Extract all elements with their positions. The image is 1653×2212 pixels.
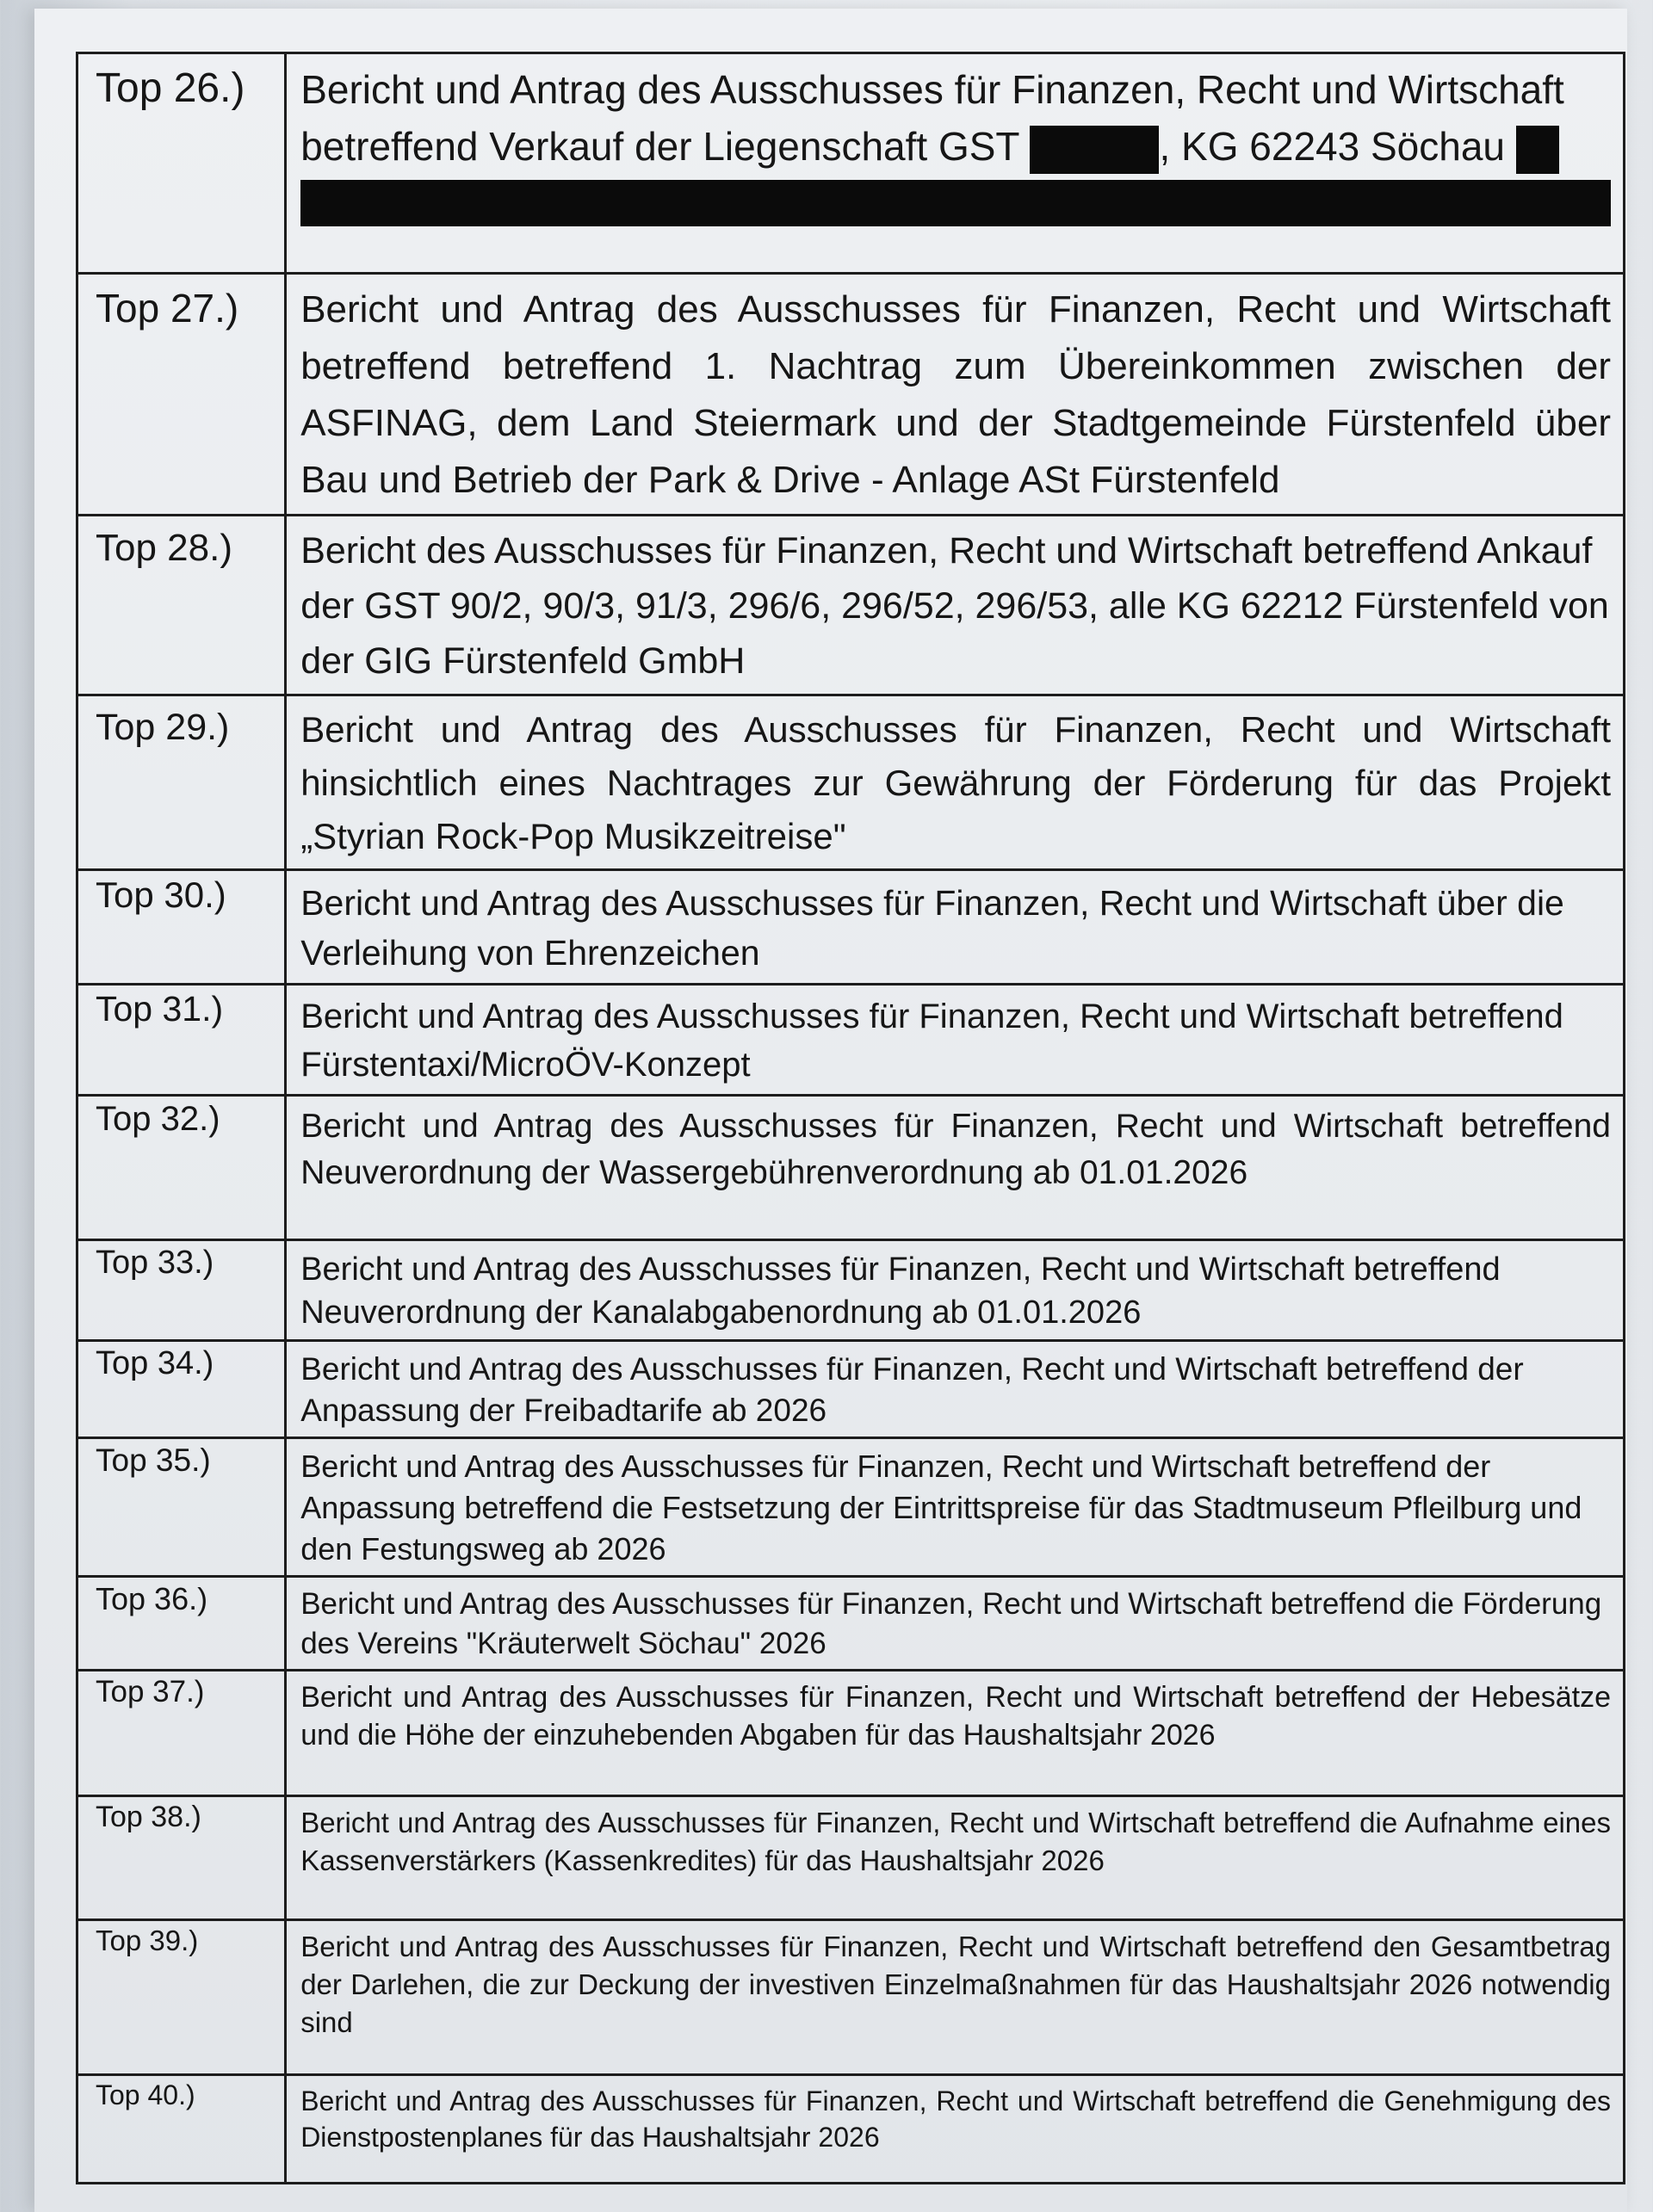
agenda-number: Top 30.) xyxy=(77,870,286,985)
redaction-block xyxy=(1030,126,1159,174)
agenda-text: Bericht des Ausschusses für Finanzen, Recht und Wirtschaft betreffend Ankauf der GST 90/2, 90/3, 91/3, 296/6, 296/52, 296/53, alle KG 62212 Fürstenfeld von der GIG Fürstenfeld GmbH xyxy=(286,516,1625,695)
agenda-text: Bericht und Antrag des Ausschusses für Finanzen, Recht und Wirtschaft betreffend der Anpassung betreffend die Festsetzung der Eintrittspreise für das Stadtmuseum Pfleilburg und den Festungsweg ab 2026 xyxy=(286,1438,1625,1577)
agenda-number: Top 33.) xyxy=(77,1240,286,1341)
agenda-number: Top 36.) xyxy=(77,1577,286,1671)
agenda-text: Bericht und Antrag des Ausschusses für Finanzen, Recht und Wirtschaft betreffend die Förderung des Vereins "Kräuterwelt Söchau" 2026 xyxy=(286,1577,1625,1671)
agenda-row-36 xyxy=(77,1577,1625,1671)
agenda-text: Bericht und Antrag des Ausschusses für Finanzen, Recht und Wirtschaft betreffend den Gesamtbetrag der Darlehen, die zur Deckung der investiven Einzelmaßnahmen für das Haushaltsjahr 2026 notwendig sind xyxy=(286,1920,1625,2075)
agenda-row-39 xyxy=(77,1920,1625,2075)
agenda-number: Top 31.) xyxy=(77,985,286,1096)
agenda-text: Bericht und Antrag des Ausschusses für Finanzen, Recht und Wirtschaft betreffend Neuverordnung der Wassergebührenverordnung ab 01.01.2026 xyxy=(286,1096,1625,1240)
agenda-table-wrapper xyxy=(76,52,1625,2184)
agenda-text: Bericht und Antrag des Ausschusses für Finanzen, Recht und Wirtschaft betreffend betreffend 1. Nachtrag zum Übereinkommen zwischen der ASFINAG, dem Land Steiermark und der Stadtgemeinde Fürstenfeld über Bau und Betrieb der Park & Drive - Anlage ASt Fürstenfeld xyxy=(286,274,1625,516)
agenda-number: Top 37.) xyxy=(77,1671,286,1796)
agenda-text: Bericht und Antrag des Ausschusses für Finanzen, Recht und Wirtschaft betreffend der Anpassung der Freibadtarife ab 2026 xyxy=(286,1341,1625,1438)
agenda-text: Bericht und Antrag des Ausschusses für Finanzen, Recht und Wirtschaft betreffend Neuverordnung der Kanalabgabenordnung ab 01.01.2026 xyxy=(286,1240,1625,1341)
agenda-text: Bericht und Antrag des Ausschusses für Finanzen, Recht und Wirtschaft betreffend der Hebesätze und die Höhe der einzuhebenden Abgaben für das Haushaltsjahr 2026 xyxy=(286,1671,1625,1796)
agenda-row-31 xyxy=(77,985,1625,1096)
redaction-block xyxy=(1516,126,1559,174)
agenda-row-29 xyxy=(77,695,1625,870)
agenda-row-27 xyxy=(77,274,1625,516)
agenda-number: Top 34.) xyxy=(77,1341,286,1438)
agenda-row-35 xyxy=(77,1438,1625,1577)
agenda-row-37 xyxy=(77,1671,1625,1796)
agenda-row-34 xyxy=(77,1341,1625,1438)
agenda-table xyxy=(76,52,1625,2184)
agenda-text-line2: betreffend Verkauf der Liegenschaft GST xyxy=(300,124,1019,169)
agenda-row-38 xyxy=(77,1796,1625,1920)
agenda-number: Top 32.) xyxy=(77,1096,286,1240)
agenda-text: Bericht und Antrag des Ausschusses für Finanzen, Recht und Wirtschaft betreffend die Aufnahme eines Kassenverstärkers (Kassenkredites) für das Haushaltsjahr 2026 xyxy=(286,1796,1625,1920)
agenda-number: Top 38.) xyxy=(77,1796,286,1920)
agenda-text-line2-cont: , KG 62243 Söchau xyxy=(1159,124,1505,169)
agenda-number: Top 26.) xyxy=(77,53,286,274)
agenda-number: Top 29.) xyxy=(77,695,286,870)
agenda-text: Bericht und Antrag des Ausschusses für Finanzen, Recht und Wirtschaft betreffend Fürstentaxi/MicroÖV-Konzept xyxy=(286,985,1625,1096)
agenda-row-33 xyxy=(77,1240,1625,1341)
agenda-text: Bericht und Antrag des Ausschusses für Finanzen, Recht und Wirtschaft über die Verleihung von Ehrenzeichen xyxy=(286,870,1625,985)
agenda-text: Bericht und Antrag des Ausschusses für Finanzen, Recht und Wirtschaft hinsichtlich eines Nachtrages zur Gewährung der Förderung für das Projekt „Styrian Rock-Pop Musikzeitreise" xyxy=(286,695,1625,870)
agenda-number: Top 35.) xyxy=(77,1438,286,1577)
agenda-text-line1: Bericht und Antrag des Ausschusses für Finanzen, Recht und Wirtschaft xyxy=(300,67,1564,112)
agenda-text xyxy=(286,53,1625,274)
agenda-row-30 xyxy=(77,870,1625,985)
agenda-number: Top 28.) xyxy=(77,516,286,695)
agenda-row-40 xyxy=(77,2075,1625,2184)
agenda-number: Top 39.) xyxy=(77,1920,286,2075)
agenda-number: Top 40.) xyxy=(77,2075,286,2184)
agenda-row-28 xyxy=(77,516,1625,695)
agenda-row-26 xyxy=(77,53,1625,274)
agenda-number: Top 27.) xyxy=(77,274,286,516)
agenda-row-32 xyxy=(77,1096,1625,1240)
redaction-bar xyxy=(300,180,1611,226)
agenda-text: Bericht und Antrag des Ausschusses für Finanzen, Recht und Wirtschaft betreffend die Genehmigung des Dienstpostenplanes für das Haushaltsjahr 2026 xyxy=(286,2075,1625,2184)
